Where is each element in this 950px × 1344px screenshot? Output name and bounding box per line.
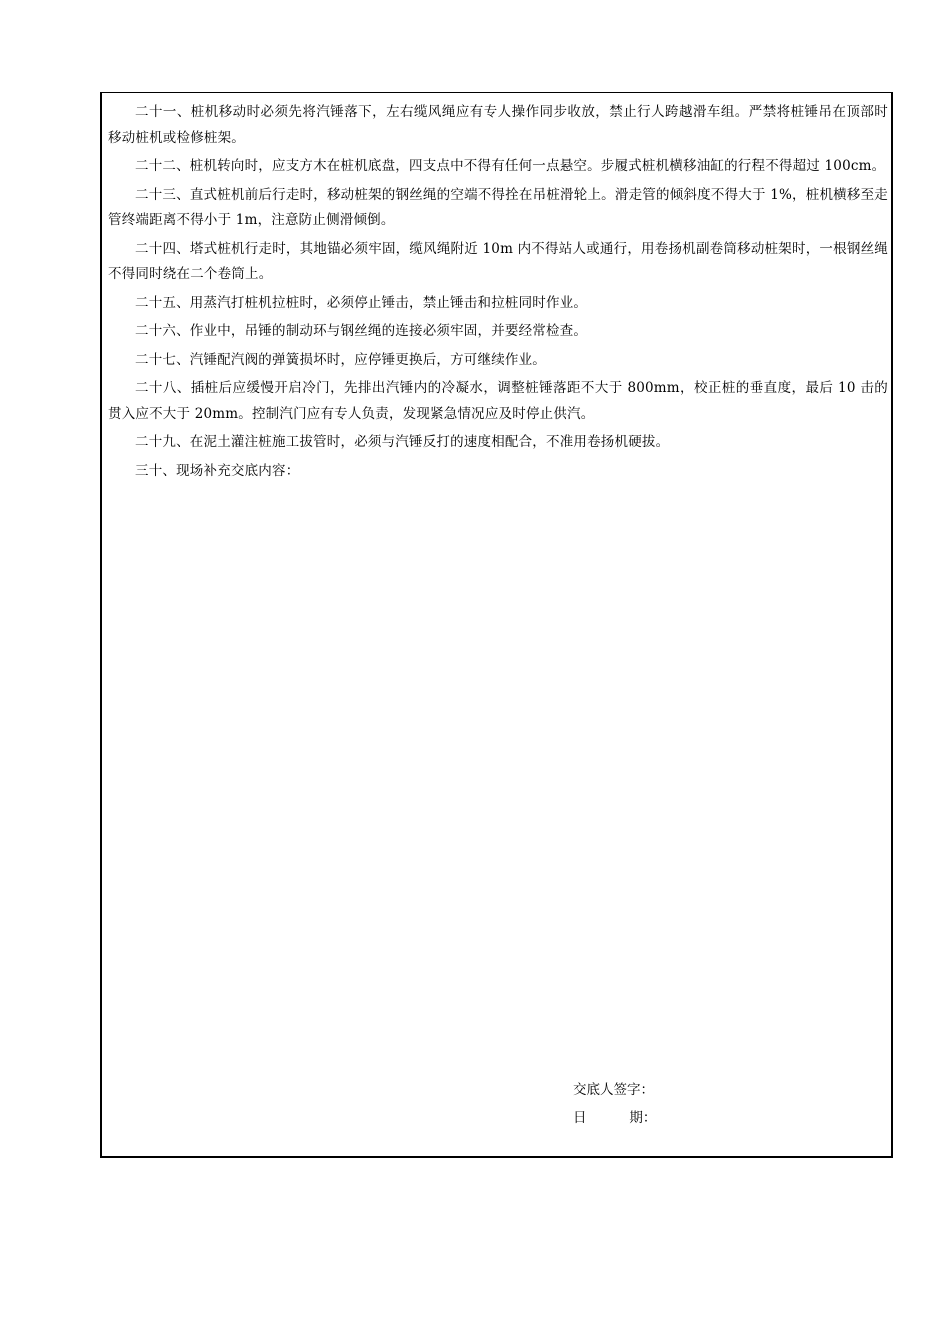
paragraph-27: 二十七、汽锤配汽阀的弹簧损坏时，应停锤更换后，方可继续作业。 [135, 351, 546, 368]
paragraph-23: 二十三、直式桩机前后行走时，移动桩架的钢丝绳的空端不得拴在吊桩滑轮上。滑走管的倾斜度不得大于 1%，桩机横移至走管终端距离不得小于 1m，注意防止侧滑倾倒。 [108, 186, 888, 228]
paragraph-29: 二十九、在泥土灌注桩施工拔管时，必须与汽锤反打的速度相配合，不准用卷扬机硬拔。 [135, 434, 670, 450]
paragraph-28: 二十八、插桩后应缓慢开启冷门，先排出汽锤内的冷凝水，调整桩锤落距不大于 800mm，校正桩的垂直度，最后 10 击的贯入应不大于 20mm。控制汽门应有专人负责，发现紧急情况应及时停止供汽。 [108, 380, 888, 422]
date-label: 日 期： [573, 1110, 657, 1126]
paragraph-21: 二十一、桩机移动时必须先将汽锤落下，左右缆风绳应有专人操作同步收放，禁止行人跨越滑车组。严禁将桩锤吊在顶部时移动桩机或检修桩架。 [108, 104, 888, 146]
paragraph-26: 二十六、作业中，吊锤的制动环与钢丝绳的连接必须牢固，并要经常检查。 [135, 323, 588, 339]
paragraph-30: 三十、现场补充交底内容： [135, 462, 300, 479]
paragraph-22: 二十二、桩机转向时，应支方木在桩机底盘，四支点中不得有任何一点悬空。步履式桩机横移油缸的行程不得超过 100cm。 [135, 158, 886, 174]
document-body [108, 100, 888, 484]
paragraph-25: 二十五、用蒸汽打桩机拉桩时，必须停止锤击，禁止锤击和拉桩同时作业。 [135, 294, 588, 311]
signer-label: 交底人签字： [573, 1082, 654, 1098]
paragraph-24: 二十四、塔式桩机行走时，其地锚必须牢固，缆风绳附近 10m 内不得站人或通行，用卷扬机副卷筒移动桩架时，一根钢丝绳不得同时绕在二个卷筒上。 [108, 240, 888, 282]
